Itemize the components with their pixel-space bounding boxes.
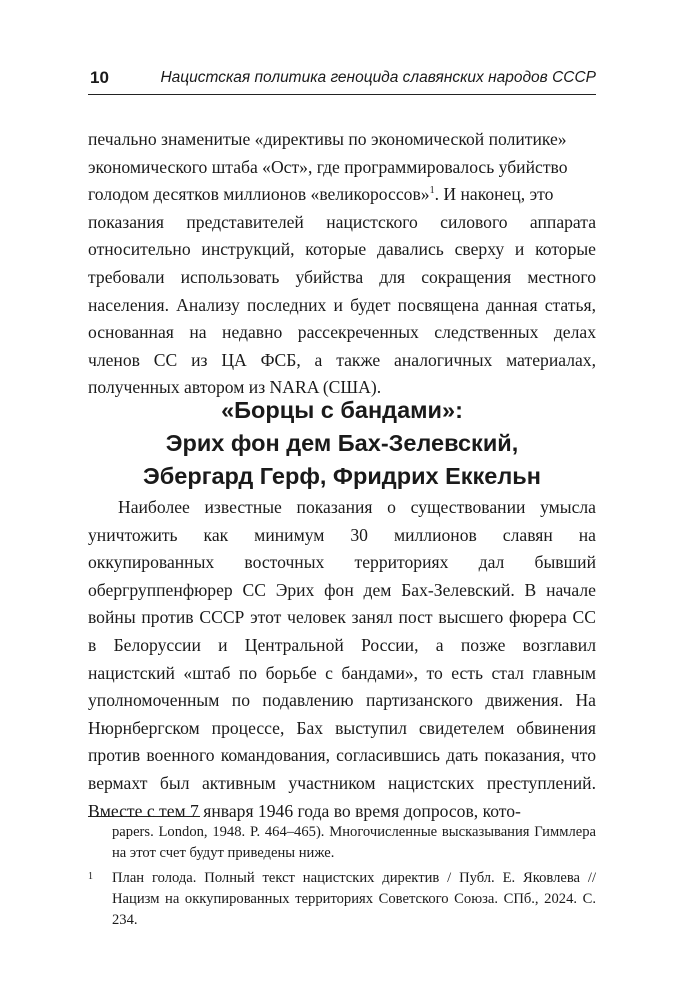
footnote-separator: [88, 816, 200, 817]
running-header: [88, 66, 596, 95]
paragraph-1-line-1: печально знаменитые «директивы по экономической политике»: [88, 129, 567, 149]
paragraph-1-line-3-text: голодом десятков миллионов «великороссов»: [88, 184, 430, 205]
paragraph-1-line-2: экономического штаба «Ост», где программировалось убийство: [88, 156, 568, 177]
paragraph-1: [88, 126, 596, 402]
paragraph-1-rest: показания представителей нацистского силового аппарата относительно инструкций, которые давались сверху и которые требовали использовать убийства для сокращения местного населения. Анализу последних и будет посвящена данная статья, основанная на недавно рассекреченных следственных делах членов СС из ЦА ФСБ, а также аналогичных материалах, полученных автором из NARA (США).: [88, 211, 596, 398]
section-heading-line-1: «Борцы с бандами»:: [221, 397, 463, 423]
page-number: 10: [90, 68, 109, 87]
paragraph-1-line-3-tail: . И наконец, это: [434, 184, 554, 205]
running-title: Нацистская политика геноцида славянских народов СССР: [160, 69, 596, 86]
paragraph-2-text: Наиболее известные показания о существовании умысла уничтожить как минимум 30 миллионов славян на оккупированных восточных территориях дал бывший обергруппенфюрер СС Эрих фон дем Бах-Зелевский. В начале войны против СССР этот человек занял пост высшего фюрера СС в Белоруссии и Центральной России, а позже возглавил нацистский «штаб по борьбе с бандами», то есть стал главным уполномоченным по подавлению партизанского движения. На Нюрнбергском процессе, Бах выступил свидетелем обвинения против военного командования, согласившись дать показания, что вермахт был активным участником нацистских преступлений. Вместе с тем 7 января 1946 года во время допросов, кото-: [88, 497, 596, 821]
section-heading: [88, 394, 596, 493]
footnote-1-text: План голода. Полный текст нацистских директив / Публ. Е. Яковлева // Нацизм на оккупированных территориях Советского Союза. СПб., 2024. С. 234.: [112, 870, 596, 928]
paragraph-2: [88, 494, 596, 825]
footnote-1-mark: 1: [88, 871, 93, 882]
footnotes: [88, 822, 596, 931]
footnote-continuation: papers. London, 1948. P. 464–465). Многочисленные высказывания Гиммлера на этот счет будут приведены ниже.: [112, 824, 596, 861]
section-heading-line-3: Эбергард Герф, Фридрих Еккельн: [143, 463, 541, 489]
footnote-1: [88, 868, 596, 931]
footnote-ref-1[interactable]: 1: [429, 185, 435, 197]
paragraph-1-line-3: [88, 181, 596, 209]
section-heading-line-2: Эрих фон дем Бах-Зелевский,: [165, 430, 519, 456]
